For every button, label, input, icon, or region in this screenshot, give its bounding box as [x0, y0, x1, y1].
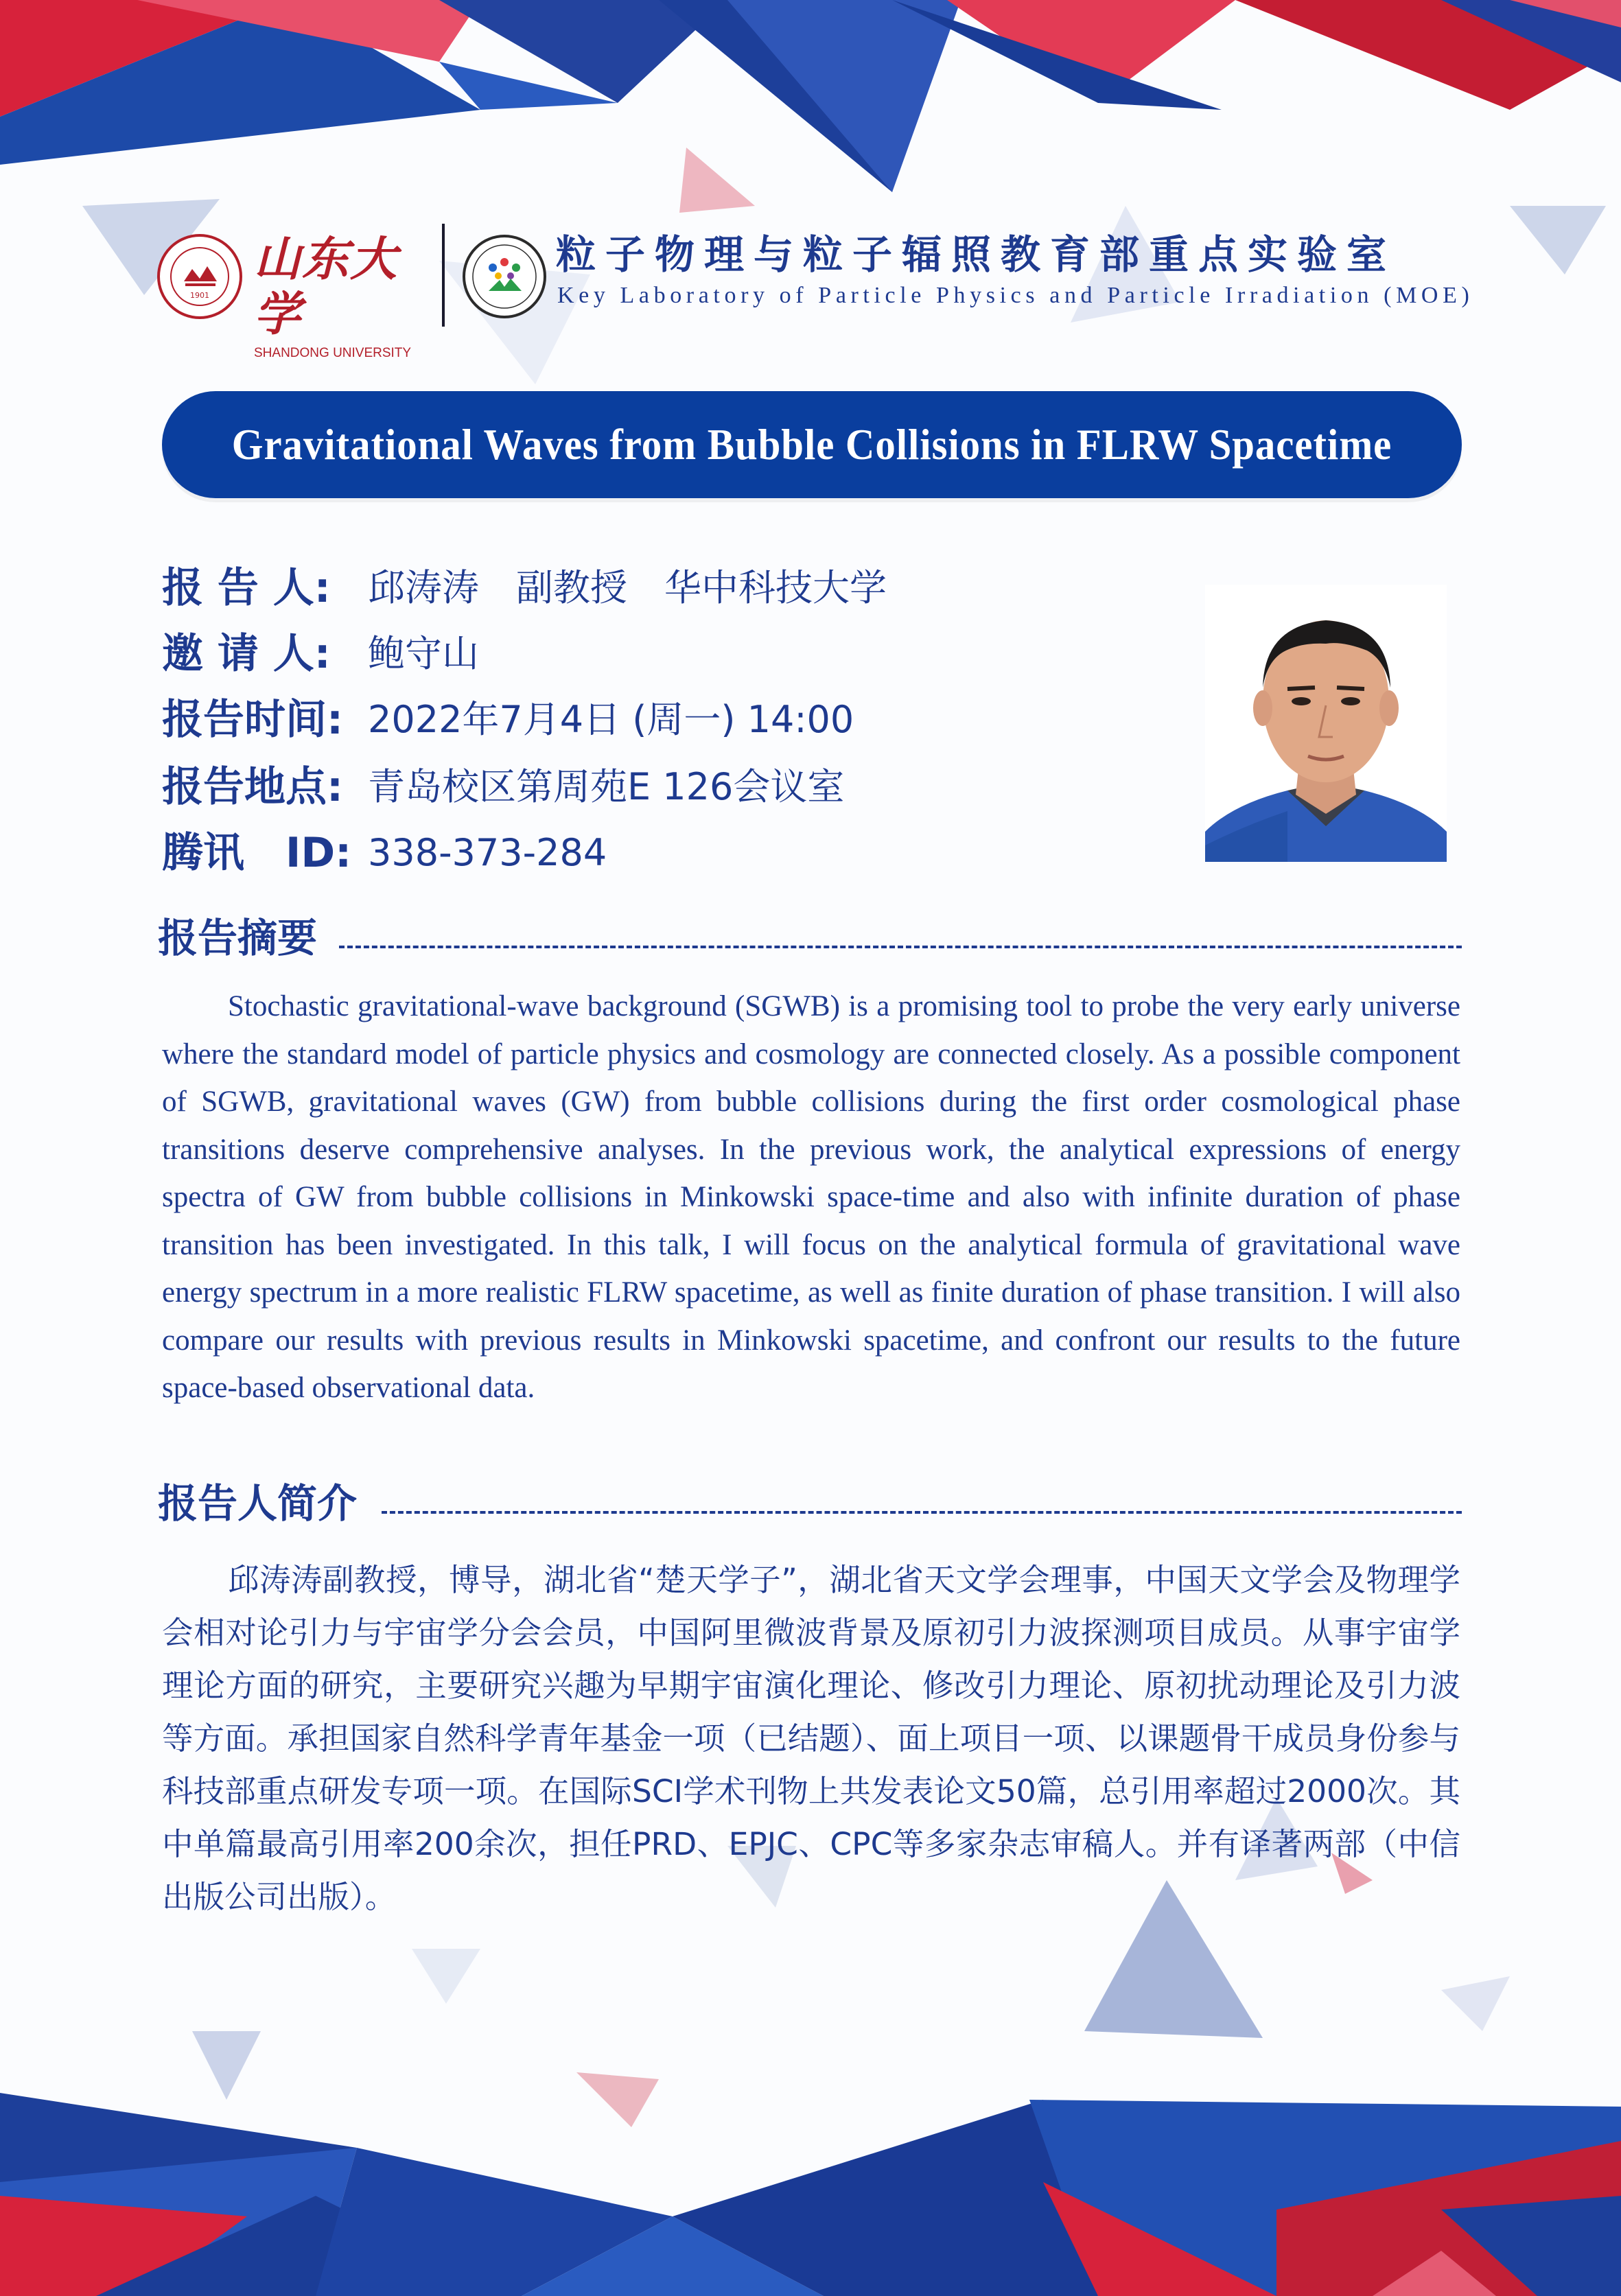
bio-heading-dashed-rule: [382, 1511, 1462, 1514]
info-value-tencent-id: 338-373-284: [368, 831, 607, 874]
bio-heading-text: 报告人简介: [158, 1480, 358, 1527]
bio-paragraph: 邱涛涛副教授，博导，湖北省“楚天学子”，湖北省天文学会理事，中国天文学会及物理学会相对论引力与宇宙学分会会员，中国阿里微波背景及原初引力波探测项目成员。从事宇宙学理论方面的研究，主要研究兴趣为早期宇宙演化理论、修改引力理论、原初扰动理论及引力波等方面。承担国家自然科学青年基金一项（已结题）、面上项目一项、以课题骨干成员身份参与科技部重点研发专项一项。在国际SCI学术刊物上共发表论文50篇，总引用率超过2000次。其中单篇最高引用率200余次，担任PRD、EPJC、CPC等多家杂志审稿人。并有译著两部（中信出版公司出版）。: [162, 1562, 1460, 1915]
abstract-heading: [158, 907, 1462, 969]
university-name-cn: 山东大学: [254, 232, 399, 342]
key-laboratory-logo: [461, 233, 548, 320]
info-value-time: 2022年7月4日 (周一) 14:00: [368, 698, 854, 741]
info-row-location: [162, 756, 844, 818]
seal-year: 1901: [190, 291, 209, 300]
abstract-heading-dashed-rule: [339, 946, 1462, 948]
header-divider: [442, 224, 445, 327]
info-label-speaker: 报 告 人:: [162, 564, 331, 612]
abstract-paragraph: Stochastic gravitational-wave background (SGWB) is a promising tool to probe the very early universe where the standard model of particle physics and cosmology are connected closely. As a possible component of SGWB, gravitational waves (GW) from bubble collisions during the first order cosmological phase transitions deserve comprehensive analyses. In the previous work, the analytical expressions of energy spectra of GW from bubble collisions in Minkowski space-time and also with infinite duration of phase transition has been investigated. In this talk, I will focus on the analytical formula of gravitational wave energy spectrum in a more realistic FLRW spacetime, as well as finite duration of phase transition. I will also compare our results with previous results in Minkowski spacetime, and confront our results to the future space-based observational data.: [162, 990, 1460, 1404]
info-row-tencent-id: [162, 822, 607, 884]
university-name-en: SHANDONG UNIVERSITY: [254, 346, 412, 360]
shandong-university-wordmark: [254, 232, 425, 361]
lab-name-cn: 粒子物理与粒子辐照教育部重点实验室: [556, 231, 1397, 278]
info-label-time: 报告时间:: [162, 696, 343, 744]
shandong-university-seal-logo: [156, 233, 243, 320]
lab-name-en: Key Laboratory of Particle Physics and Particle Irradiation (MOE): [557, 283, 1474, 308]
info-label-tencent-id: 腾讯 ID:: [162, 829, 352, 877]
info-label-location: 报告地点:: [162, 763, 343, 811]
speaker-portrait: [1205, 585, 1447, 862]
info-row-time: [162, 689, 854, 751]
info-value-speaker: 邱涛涛 副教授 华中科技大学: [368, 566, 887, 609]
bio-heading: [158, 1473, 1462, 1534]
info-row-speaker: [162, 557, 887, 619]
info-value-location: 青岛校区第周苑E 126会议室: [368, 765, 845, 808]
info-row-host: [162, 623, 479, 685]
talk-title: Gravitational Waves from Bubble Collisions in FLRW Spacetime: [231, 420, 1392, 469]
info-label-host: 邀 请 人:: [162, 630, 331, 678]
info-value-host: 鲍守山: [368, 632, 479, 675]
abstract-heading-text: 报告摘要: [158, 915, 318, 961]
